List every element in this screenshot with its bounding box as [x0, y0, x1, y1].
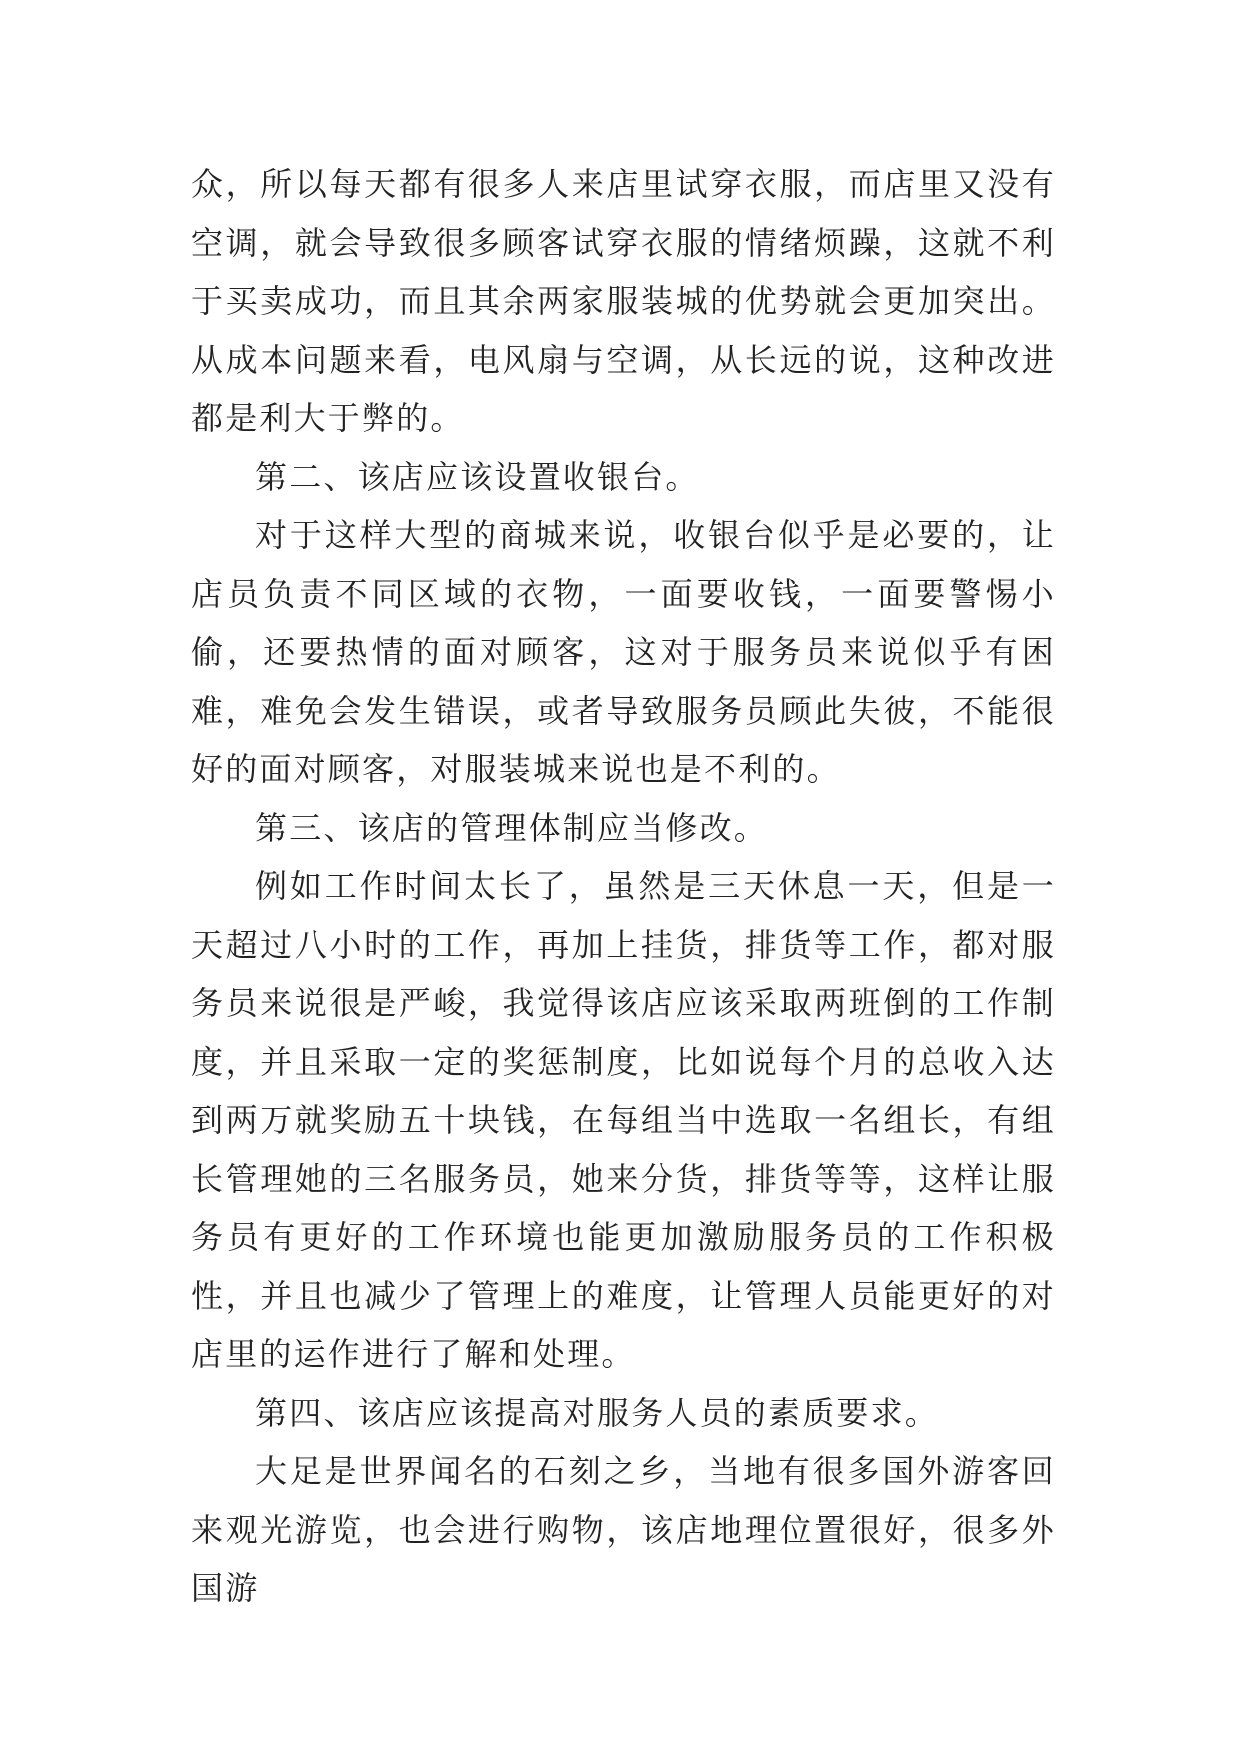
- paragraph-continuation: 众，所以每天都有很多人来店里试穿衣服，而店里又没有空调，就会导致很多顾客试穿衣服的情绪烦躁，这就不利于买卖成功，而且其余两家服装城的优势就会更加突出。从成本问题来看，电风扇与空调，从长远的说，这种改进都是利大于弊的。: [191, 165, 1056, 437]
- heading-point-four: 第四、该店应该提高对服务人员的素质要求。: [255, 1393, 940, 1432]
- paragraph-cashier: 对于这样大型的商城来说，收银台似乎是必要的，让店员负责不同区域的衣物，一面要收钱，一面要警惕小偷，还要热情的面对顾客，这对于服务员来说似乎有困难，难免会发生错误，或者导致服务员顾此失彼，不能很好的面对顾客，对服装城来说也是不利的。: [191, 516, 1056, 788]
- heading-point-three: 第三、该店的管理体制应当修改。: [255, 808, 769, 847]
- paragraph-management: 例如工作时间太长了，虽然是三天休息一天，但是一天超过八小时的工作，再加上挂货，排货等工作，都对服务员来说很是严峻，我觉得该店应该采取两班倒的工作制度，并且采取一定的奖惩制度，比如说每个月的总收入达到两万就奖励五十块钱，在每组当中选取一名组长，有组长管理她的三名服务员，她来分货，排货等等，这样让服务员有更好的工作环境也能更加激励服务员的工作积极性，并且也减少了管理上的难度，让管理人员能更好的对店里的运作进行了解和处理。: [191, 867, 1056, 1373]
- paragraph-tourists: 大足是世界闻名的石刻之乡，当地有很多国外游客回来观光游览，也会进行购物，该店地理位置很好，很多外国游: [191, 1452, 1056, 1607]
- heading-point-two: 第二、该店应该设置收银台。: [255, 457, 700, 496]
